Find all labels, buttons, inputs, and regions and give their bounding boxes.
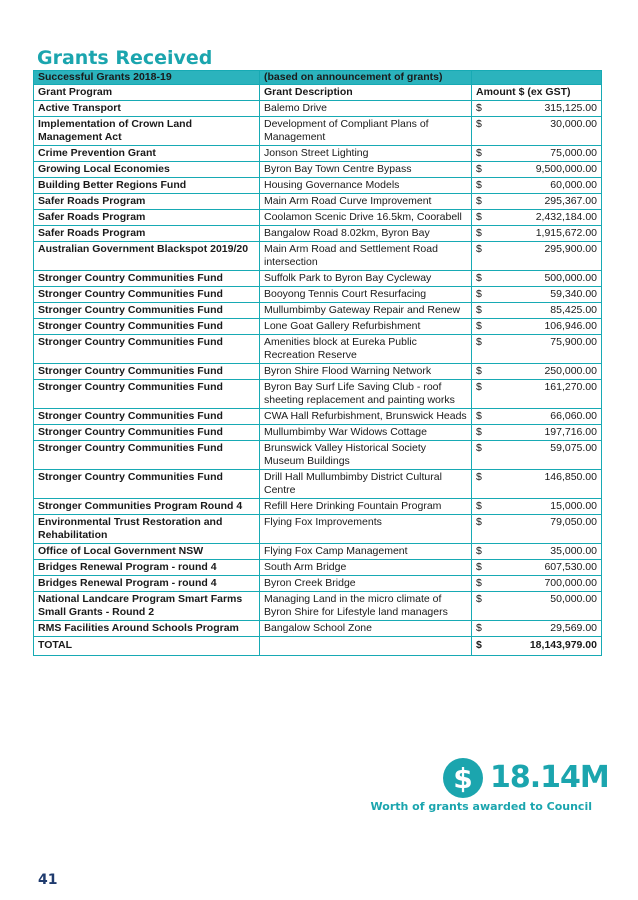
grant-program-cell: Stronger Country Communities Fund: [34, 409, 260, 425]
grant-program-cell: Implementation of Crown Land Management Act: [34, 117, 260, 146]
currency-symbol: $: [476, 288, 482, 300]
grant-description-cell: Managing Land in the micro climate of Byron Shire for Lifestyle land managers: [260, 592, 472, 621]
grant-description-cell: Lone Goat Gallery Refurbishment: [260, 319, 472, 335]
currency-symbol: $: [476, 516, 482, 528]
dollar-icon: $: [443, 758, 483, 798]
table-row: [34, 544, 602, 560]
table-row: [34, 425, 602, 441]
amount-wrapper: [476, 118, 597, 131]
amount-cell: [472, 515, 602, 544]
table-row: [34, 335, 602, 364]
amount-wrapper: [476, 381, 597, 394]
grant-program-cell: Safer Roads Program: [34, 210, 260, 226]
column-header-amount: Amount $ (ex GST): [472, 85, 602, 101]
amount-cell: [472, 117, 602, 146]
total-row: [34, 637, 602, 656]
amount-value: 29,569.00: [550, 622, 597, 634]
amount-value: 315,125.00: [544, 102, 597, 114]
grant-program-cell: Stronger Country Communities Fund: [34, 287, 260, 303]
amount-wrapper: [476, 545, 597, 558]
currency-symbol: $: [476, 147, 482, 159]
grant-description-cell: Mullumbimby War Widows Cottage: [260, 425, 472, 441]
amount-cell: [472, 287, 602, 303]
page-title: Grants Received: [37, 47, 213, 69]
grant-program-cell: Stronger Country Communities Fund: [34, 380, 260, 409]
amount-wrapper: [476, 500, 597, 513]
grant-program-cell: Stronger Country Communities Fund: [34, 271, 260, 287]
grant-program-cell: Stronger Country Communities Fund: [34, 335, 260, 364]
currency-symbol: $: [476, 304, 482, 316]
table-row: [34, 470, 602, 499]
amount-wrapper: [476, 243, 597, 256]
grant-description-cell: CWA Hall Refurbishment, Brunswick Heads: [260, 409, 472, 425]
table-row: [34, 499, 602, 515]
grant-description-cell: Booyong Tennis Court Resurfacing: [260, 287, 472, 303]
amount-cell: [472, 194, 602, 210]
currency-symbol: $: [476, 179, 482, 191]
grant-program-cell: Australian Government Blackspot 2019/20: [34, 242, 260, 271]
table-row: [34, 117, 602, 146]
amount-cell: [472, 319, 602, 335]
amount-value: 60,000.00: [550, 179, 597, 191]
table-header-row: [34, 85, 602, 101]
amount-wrapper: [476, 622, 597, 635]
amount-cell: [472, 146, 602, 162]
amount-wrapper: [476, 320, 597, 333]
grant-description-cell: Development of Compliant Plans of Management: [260, 117, 472, 146]
table-row: [34, 592, 602, 621]
table-row: [34, 178, 602, 194]
amount-cell: [472, 441, 602, 470]
grant-description-cell: Balemo Drive: [260, 101, 472, 117]
amount-value: 15,000.00: [550, 500, 597, 512]
table-row: [34, 287, 602, 303]
currency-symbol: $: [476, 471, 482, 483]
total-grants-caption: Worth of grants awarded to Council: [370, 800, 592, 813]
grant-program-cell: Active Transport: [34, 101, 260, 117]
amount-wrapper: [476, 211, 597, 224]
amount-cell: [472, 364, 602, 380]
table-row: [34, 162, 602, 178]
grant-program-cell: Stronger Country Communities Fund: [34, 364, 260, 380]
amount-value: 9,500,000.00: [535, 163, 597, 175]
grant-program-cell: Stronger Country Communities Fund: [34, 425, 260, 441]
currency-symbol: $: [476, 639, 482, 651]
currency-symbol: $: [476, 577, 482, 589]
amount-cell: [472, 560, 602, 576]
grants-table: [33, 70, 602, 656]
currency-symbol: $: [476, 442, 482, 454]
amount-cell: [472, 178, 602, 194]
grant-description-cell: Byron Bay Surf Life Saving Club - roof sheeting replacement and painting works: [260, 380, 472, 409]
grant-description-cell: Refill Here Drinking Fountain Program: [260, 499, 472, 515]
amount-cell: [472, 592, 602, 621]
amount-cell: [472, 210, 602, 226]
amount-cell: [472, 226, 602, 242]
amount-value: 250,000.00: [544, 365, 597, 377]
grant-program-cell: Bridges Renewal Program - round 4: [34, 576, 260, 592]
amount-value: 75,000.00: [550, 147, 597, 159]
amount-value: 59,075.00: [550, 442, 597, 454]
currency-symbol: $: [476, 622, 482, 634]
amount-value: 50,000.00: [550, 593, 597, 605]
amount-cell: [472, 470, 602, 499]
amount-value: 295,900.00: [544, 243, 597, 255]
amount-wrapper: [476, 304, 597, 317]
table-row: [34, 409, 602, 425]
table-row: [34, 576, 602, 592]
table-row: [34, 271, 602, 287]
amount-wrapper: [476, 442, 597, 455]
table-row: [34, 441, 602, 470]
total-grants-amount: 18.14M: [490, 760, 609, 795]
amount-wrapper: [476, 516, 597, 529]
table-row: [34, 303, 602, 319]
currency-symbol: $: [476, 545, 482, 557]
table-title-cell: Successful Grants 2018-19: [34, 71, 260, 85]
table-title-row: [34, 71, 602, 85]
amount-cell: [472, 335, 602, 364]
table-row: [34, 242, 602, 271]
table-row: [34, 210, 602, 226]
grant-description-cell: Amenities block at Eureka Public Recreation Reserve: [260, 335, 472, 364]
amount-cell: [472, 242, 602, 271]
page-number: 41: [38, 872, 58, 888]
grant-description-cell: Flying Fox Improvements: [260, 515, 472, 544]
amount-wrapper: [476, 593, 597, 606]
amount-value: 2,432,184.00: [535, 211, 597, 223]
grant-program-cell: Building Better Regions Fund: [34, 178, 260, 194]
amount-value: 35,000.00: [550, 545, 597, 557]
currency-symbol: $: [476, 163, 482, 175]
table-row: [34, 515, 602, 544]
amount-cell: [472, 621, 602, 637]
grant-description-cell: Housing Governance Models: [260, 178, 472, 194]
amount-value: 607,530.00: [544, 561, 597, 573]
amount-wrapper: [476, 577, 597, 590]
amount-wrapper: [476, 163, 597, 176]
currency-symbol: $: [476, 118, 482, 130]
grant-description-cell: Coolamon Scenic Drive 16.5km, Coorabell: [260, 210, 472, 226]
currency-symbol: $: [476, 272, 482, 284]
table-row: [34, 380, 602, 409]
amount-value: 30,000.00: [550, 118, 597, 130]
currency-symbol: $: [476, 102, 482, 114]
amount-value: 79,050.00: [550, 516, 597, 528]
amount-cell: [472, 380, 602, 409]
amount-cell: [472, 303, 602, 319]
amount-cell: [472, 162, 602, 178]
table-row: [34, 621, 602, 637]
amount-wrapper: [476, 426, 597, 439]
amount-wrapper: [476, 195, 597, 208]
amount-wrapper: [476, 272, 597, 285]
currency-symbol: $: [476, 227, 482, 239]
amount-wrapper: [476, 227, 597, 240]
amount-wrapper: [476, 561, 597, 574]
currency-symbol: $: [476, 320, 482, 332]
grant-program-cell: National Landcare Program Smart Farms Small Grants - Round 2: [34, 592, 260, 621]
grant-program-cell: Stronger Communities Program Round 4: [34, 499, 260, 515]
table-subtitle-cell: (based on announcement of grants): [260, 71, 472, 85]
amount-value: 1,915,672.00: [535, 227, 597, 239]
table-row: [34, 194, 602, 210]
grant-program-cell: Safer Roads Program: [34, 194, 260, 210]
total-label-cell: TOTAL: [34, 637, 260, 656]
column-header-program: Grant Program: [34, 85, 260, 101]
amount-cell: [472, 101, 602, 117]
amount-wrapper: [476, 179, 597, 192]
grant-program-cell: RMS Facilities Around Schools Program: [34, 621, 260, 637]
grant-program-cell: Stronger Country Communities Fund: [34, 303, 260, 319]
amount-cell: [472, 637, 602, 656]
currency-symbol: $: [476, 500, 482, 512]
table-row: [34, 319, 602, 335]
grant-description-cell: Suffolk Park to Byron Bay Cycleway: [260, 271, 472, 287]
currency-symbol: $: [476, 195, 482, 207]
amount-value: 75,900.00: [550, 336, 597, 348]
grant-description-cell: Main Arm Road and Settlement Road intersection: [260, 242, 472, 271]
amount-cell: [472, 576, 602, 592]
table-title-empty-cell: [472, 71, 602, 85]
amount-value: 500,000.00: [544, 272, 597, 284]
grant-description-cell: Bangalow Road 8.02km, Byron Bay: [260, 226, 472, 242]
table-row: [34, 364, 602, 380]
grant-description-cell: Flying Fox Camp Management: [260, 544, 472, 560]
amount-value: 700,000.00: [544, 577, 597, 589]
grant-program-cell: Environmental Trust Restoration and Rehabilitation: [34, 515, 260, 544]
amount-value: 197,716.00: [544, 426, 597, 438]
amount-wrapper: [476, 102, 597, 115]
grant-program-cell: Office of Local Government NSW: [34, 544, 260, 560]
currency-symbol: $: [476, 243, 482, 255]
grant-program-cell: Crime Prevention Grant: [34, 146, 260, 162]
amount-value: 106,946.00: [544, 320, 597, 332]
amount-value: 18,143,979.00: [529, 639, 597, 651]
amount-value: 59,340.00: [550, 288, 597, 300]
grant-description-cell: Main Arm Road Curve Improvement: [260, 194, 472, 210]
grant-program-cell: Bridges Renewal Program - round 4: [34, 560, 260, 576]
amount-cell: [472, 409, 602, 425]
currency-symbol: $: [476, 561, 482, 573]
currency-symbol: $: [476, 211, 482, 223]
currency-symbol: $: [476, 381, 482, 393]
currency-symbol: $: [476, 410, 482, 422]
grant-description-cell: Byron Shire Flood Warning Network: [260, 364, 472, 380]
amount-value: 146,850.00: [544, 471, 597, 483]
amount-wrapper: [476, 410, 597, 423]
grant-description-cell: Drill Hall Mullumbimby District Cultural Centre: [260, 470, 472, 499]
amount-cell: [472, 544, 602, 560]
table-row: [34, 226, 602, 242]
amount-value: 161,270.00: [544, 381, 597, 393]
amount-cell: [472, 271, 602, 287]
currency-symbol: $: [476, 593, 482, 605]
table-row: [34, 101, 602, 117]
amount-value: 66,060.00: [550, 410, 597, 422]
amount-wrapper: [476, 471, 597, 484]
amount-wrapper: [476, 147, 597, 160]
amount-wrapper: [476, 639, 597, 652]
grant-description-cell: South Arm Bridge: [260, 560, 472, 576]
grant-description-cell: Jonson Street Lighting: [260, 146, 472, 162]
grant-program-cell: Stronger Country Communities Fund: [34, 319, 260, 335]
grant-description-cell: Byron Creek Bridge: [260, 576, 472, 592]
amount-cell: [472, 499, 602, 515]
grant-description-cell: Mullumbimby Gateway Repair and Renew: [260, 303, 472, 319]
currency-symbol: $: [476, 336, 482, 348]
amount-wrapper: [476, 288, 597, 301]
table-row: [34, 560, 602, 576]
amount-value: 85,425.00: [550, 304, 597, 316]
currency-symbol: $: [476, 426, 482, 438]
grant-description-cell: Brunswick Valley Historical Society Museum Buildings: [260, 441, 472, 470]
amount-cell: [472, 425, 602, 441]
amount-wrapper: [476, 336, 597, 349]
grant-program-cell: Stronger Country Communities Fund: [34, 441, 260, 470]
table-row: [34, 146, 602, 162]
total-empty-cell: [260, 637, 472, 656]
column-header-description: Grant Description: [260, 85, 472, 101]
grant-program-cell: Growing Local Economies: [34, 162, 260, 178]
grant-description-cell: Bangalow School Zone: [260, 621, 472, 637]
grant-program-cell: Stronger Country Communities Fund: [34, 470, 260, 499]
amount-value: 295,367.00: [544, 195, 597, 207]
grant-program-cell: Safer Roads Program: [34, 226, 260, 242]
amount-wrapper: [476, 365, 597, 378]
currency-symbol: $: [476, 365, 482, 377]
grant-description-cell: Byron Bay Town Centre Bypass: [260, 162, 472, 178]
